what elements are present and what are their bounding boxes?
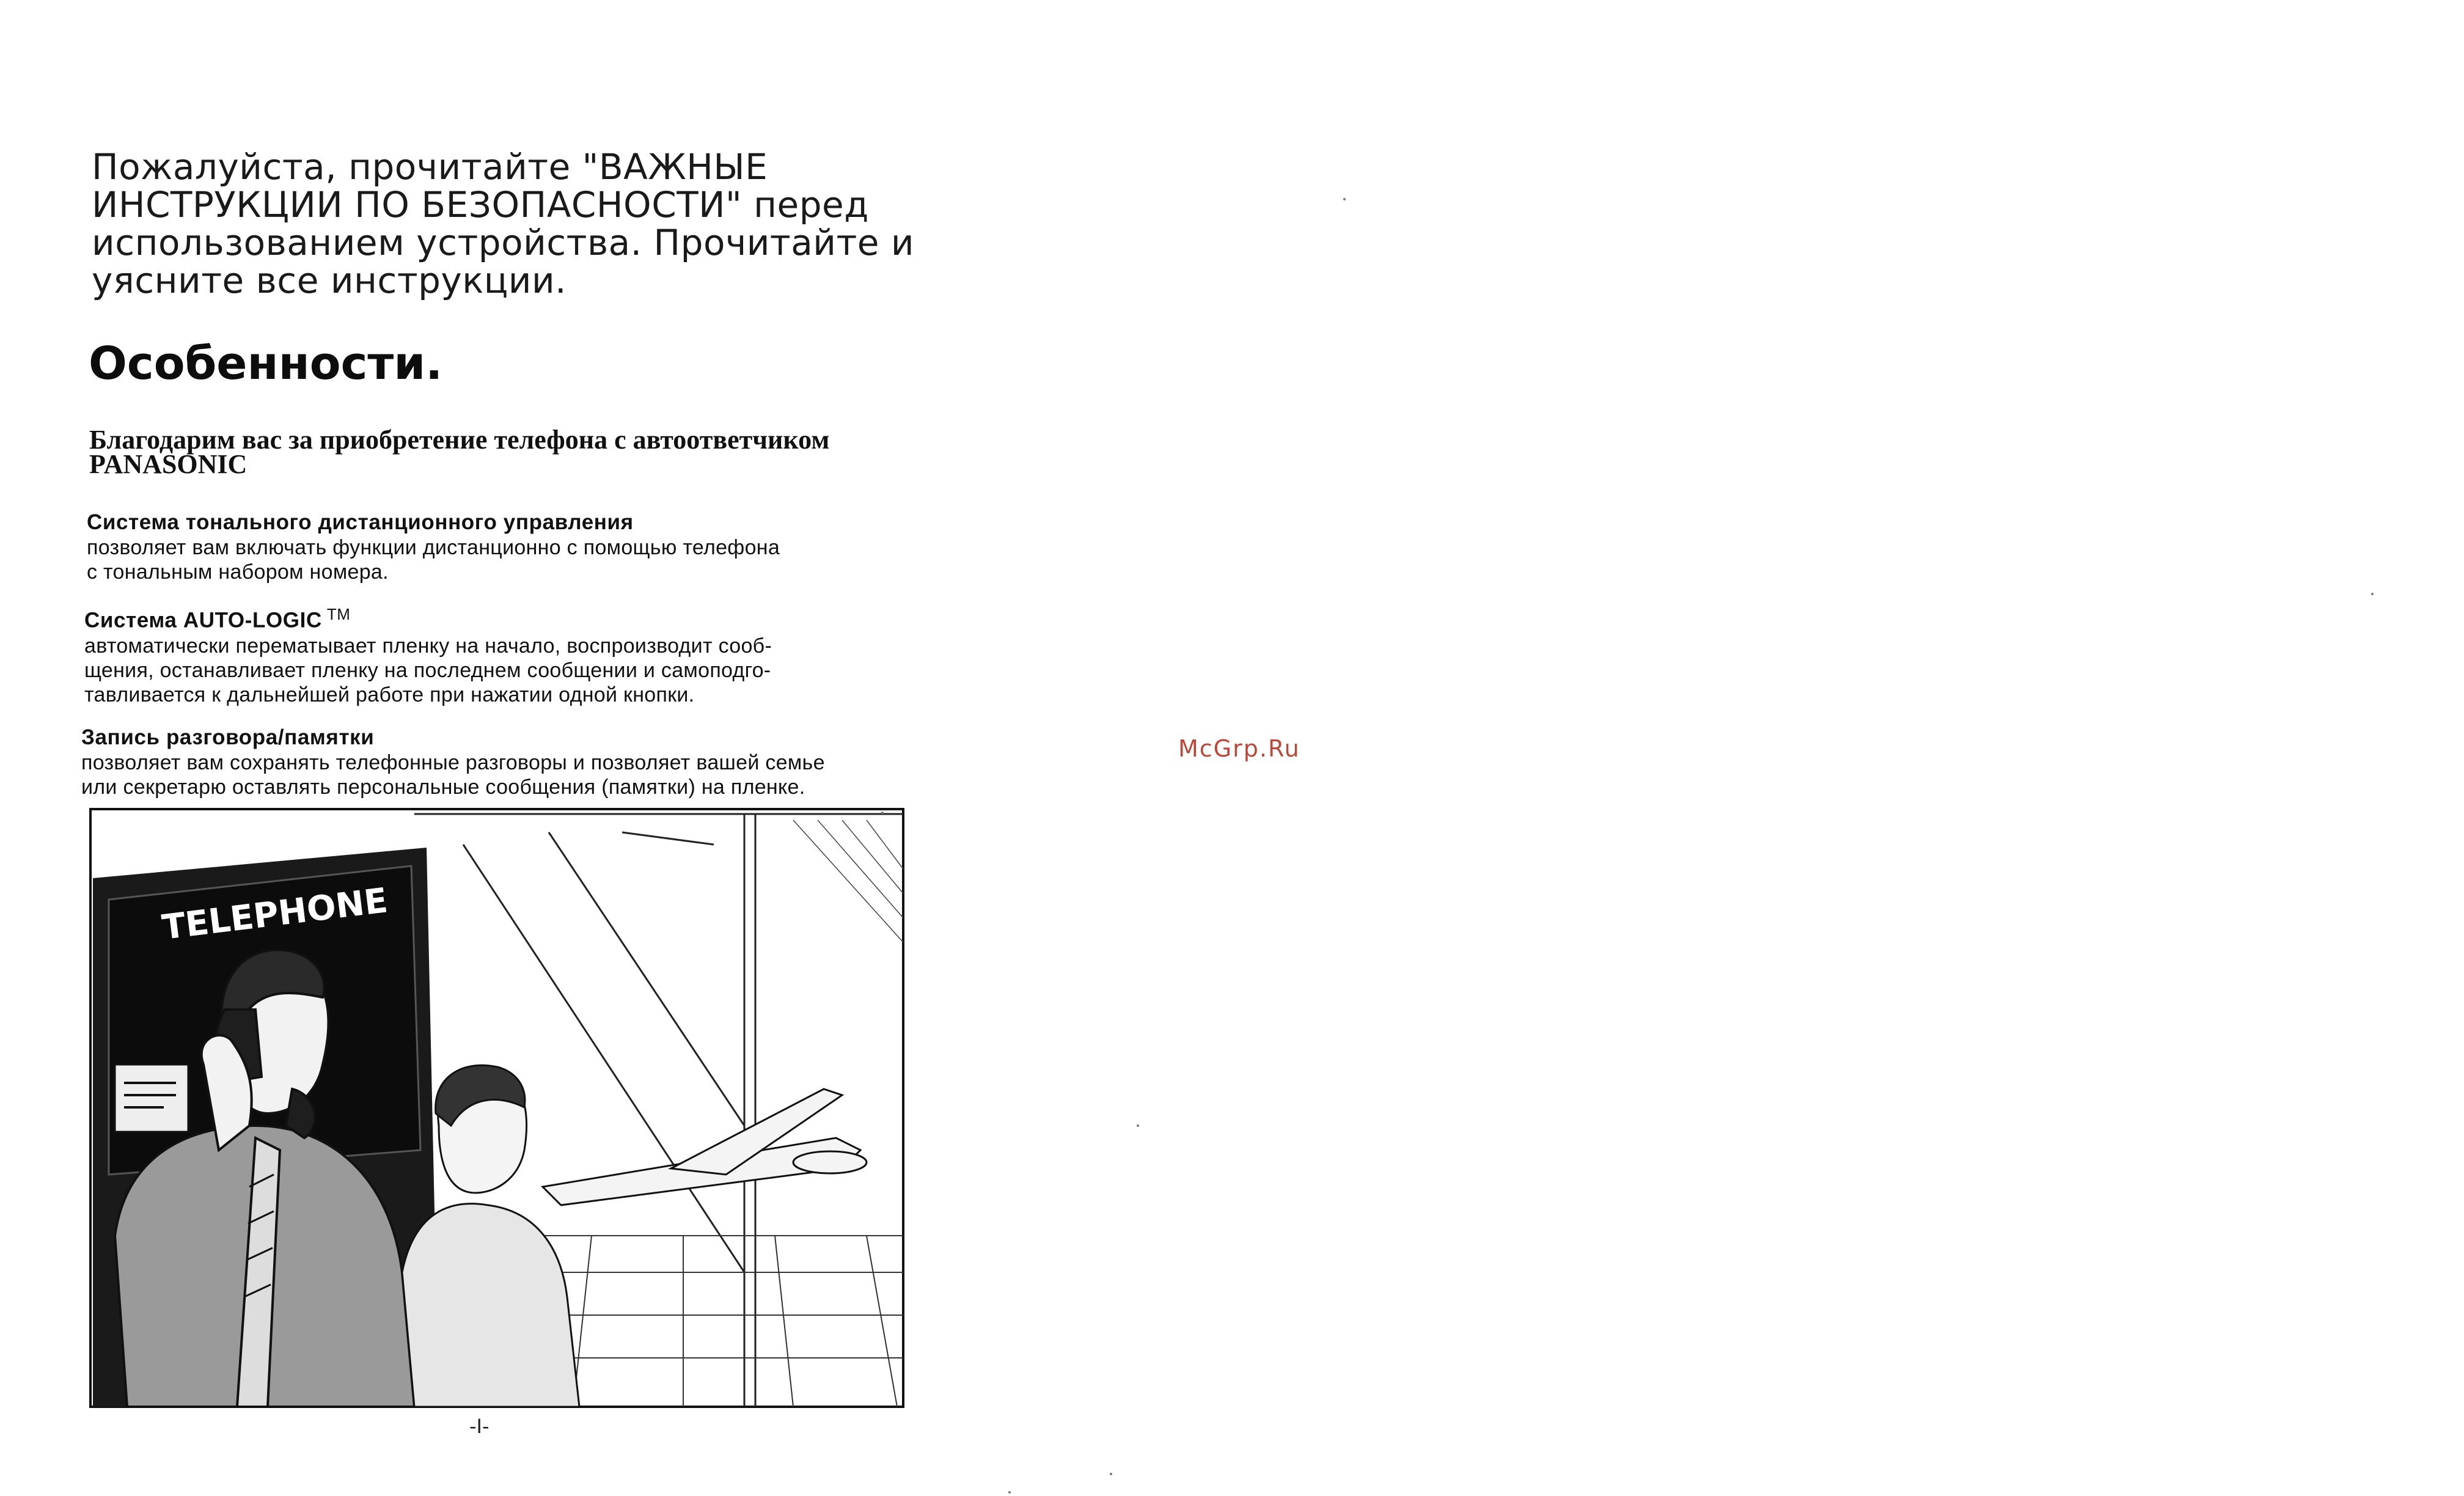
trademark-mark: TM [326,605,351,623]
scan-speck [1137,1124,1139,1127]
page-number: -I- [469,1415,490,1438]
scan-speck [1343,198,1346,200]
feature-text-line: тавливается к дальнейшей работе при нажатии одной кнопки. [84,683,695,706]
feature-text-line: с тональным набором номера. [87,560,389,584]
thanks-line-2: PANASONIC [89,449,248,479]
feature-remote-control [87,510,955,584]
scan-speck [2371,593,2374,595]
feature-text-line: автоматически перематывает пленку на начало, воспроизводит сооб- [84,634,772,658]
intro-line-2: ИНСТРУКЦИИ ПО БЕЗОПАСНОСТИ" перед [92,184,869,226]
feature-recording [81,725,949,799]
intro-line-3: использованием устройства. Прочитайте и [92,222,915,263]
feature-title-text: Система AUTO-LOGIC [84,608,322,632]
intro-line-4: уясните все инструкции. [92,260,567,301]
intro-line-1: Пожалуйста, прочитайте "ВАЖНЫЕ [92,146,768,188]
safety-intro-paragraph [92,148,935,299]
feature-title [84,601,952,634]
features-heading: Особенности. [89,337,443,390]
scan-speck [1110,1473,1112,1475]
feature-title: Система тонального дистанционного управления [87,510,634,534]
feature-auto-logic [84,601,952,707]
feature-text-line: щения, останавливает пленку на последнем сообщении и самоподго- [84,658,771,682]
scan-speck [1008,1491,1011,1494]
feature-text-line: позволяет вам сохранять телефонные разговоры и позволяет вашей семье [81,751,825,774]
feature-text-line: позволяет вам включать функции дистанционно с помощью телефона [87,536,780,559]
scan-speck [881,812,884,814]
watermark-link[interactable]: McGrp.Ru [1178,735,1300,762]
booth-sign-text: TELEPHONE [160,881,390,948]
feature-title: Запись разговора/памятки [81,725,375,749]
thanks-paragraph [89,425,945,479]
thanks-line-1: Благодарим вас за приобретение телефона с автоответчиком [89,425,830,455]
telephone-booth-illustration [72,808,917,1410]
feature-text-line: или секретарю оставлять персональные сообщения (памятки) на пленке. [81,776,805,799]
